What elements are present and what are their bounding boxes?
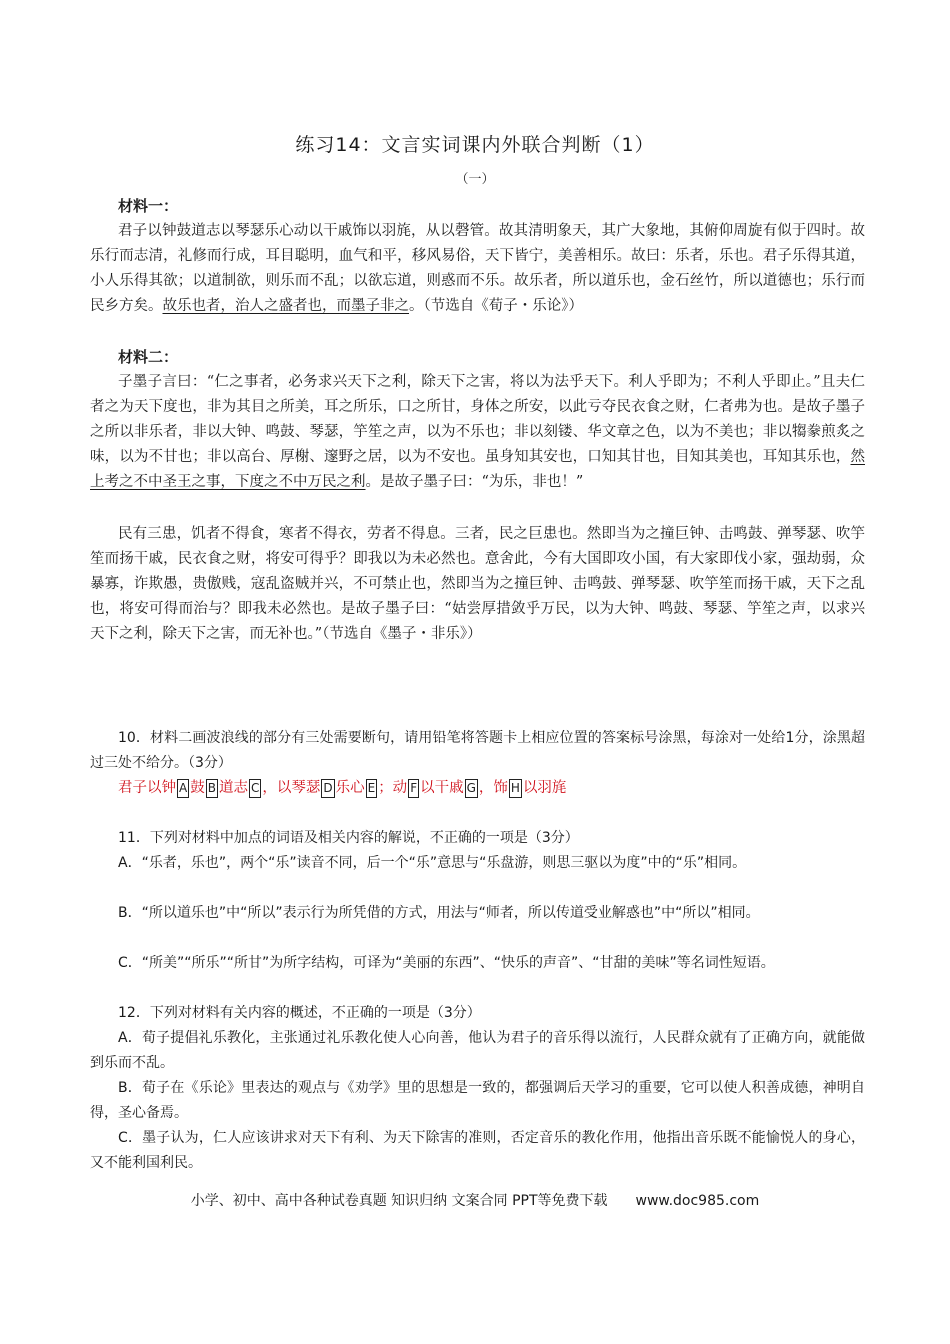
- answer-text-segment: 以羽旄: [522, 780, 567, 796]
- material1-underlined: 故乐也者，治人之盛者也，而墨子非之: [162, 298, 409, 314]
- answer-label-e: E: [366, 779, 378, 798]
- page-footer: 小学、初中、高中各种试卷真题 知识归纳 文案合同 PPT等免费下载 www.doc985.com: [190, 1193, 760, 1209]
- answer-label-b: B: [206, 779, 218, 798]
- q11-option-b: B．“所以道乐也”中“所以”表示行为所凭借的方式，用法与“师者，所以传道受业解惑也”中“所以”相同。: [118, 905, 760, 921]
- answer-text-segment: 道志: [218, 780, 248, 796]
- answer-text-segment: ，饰: [478, 780, 508, 796]
- q11-option-a: A．“乐者，乐也”，两个“乐”读音不同，后一个“乐”意思与“乐盘游，则思三驱以为度”中的“乐”相同。: [118, 855, 747, 871]
- answer-text-segment: ；动: [378, 780, 408, 796]
- q11-option-c: C．“所美”“所乐”“所甘”为所字结构，可译为“美丽的东西”、“快乐的声音”、“甘甜的美味”等名词性短语。: [118, 955, 775, 971]
- q12-option-b: B．荀子在《乐论》里表达的观点与《劝学》里的思想是一致的，都强调后天学习的重要，它可以使人积善成德，神明自得，圣心备焉。: [90, 1080, 865, 1121]
- answer-label-g: G: [465, 779, 478, 798]
- q10-text: 10．材料二画波浪线的部分有三处需要断句，请用铅笔将答题卡上相应位置的答案标号涂黑，每涂对一处给1分，涂黑超过三处不给分。（3分）: [90, 730, 865, 771]
- section-number: （一）: [455, 172, 495, 187]
- page-title: 练习14：文言实词课内外联合判断（1）: [295, 134, 655, 156]
- material2-underlined: 然上考之不中圣王之事，下度之不中万民之利: [90, 449, 865, 490]
- answer-text-segment: 鼓: [190, 780, 205, 796]
- answer-label-f: F: [408, 779, 419, 798]
- answer-text-segment: 乐心: [335, 780, 365, 796]
- answer-text-segment: 以干戚: [420, 780, 464, 796]
- material1-heading: 材料一：: [118, 197, 179, 215]
- answer-label-h: H: [509, 779, 522, 798]
- answer-label-a: A: [177, 779, 189, 798]
- answer-label-d: D: [321, 779, 334, 798]
- q12-stem: 12．下列对材料有关内容的概述，不正确的一项是（3分）: [118, 1005, 481, 1021]
- q12-option-c: C．墨子认为，仁人应该讲求对天下有利、为天下除害的准则，否定音乐的教化作用，他指出音乐既不能愉悦人的身心，又不能利国利民。: [90, 1130, 865, 1171]
- material2-para1: 子墨子言曰：“仁之事者，必务求兴天下之利，除天下之害，将以为法乎天下。利人乎即为；不利人乎即止。”且夫仁者之为天下度也，非为其目之所美，耳之所乐，口之所甘，身体之所安，以此亏夺民衣食之财，仁者弗为也。是故子墨子之所以非乐者，非以大钟、鸣鼓、琴瑟，竽笙之声，以为不乐也；非以刻镂、华文章之色，以为不美也；非以犓豢煎炙之味，以为不甘也；非以高台、厚榭、邃野之居，以为不安也。虽身知其安也，口知其甘也，目知其美也，耳知其乐也，然上考之不中圣王之事，下度之不中万民之利。是故子墨子曰：“为乐，非也！”: [90, 374, 865, 490]
- q12-option-a: A．荀子提倡礼乐教化，主张通过礼乐教化使人心向善，他认为君子的音乐得以流行，人民群众就有了正确方向，就能做到乐而不乱。: [90, 1030, 865, 1071]
- answer-text-segment: 君子以钟: [118, 780, 176, 796]
- answer-label-c: C: [249, 779, 261, 798]
- q10-answer: [118, 776, 566, 798]
- material2-heading: 材料二：: [118, 348, 179, 366]
- material1-text: 君子以钟鼓道志以琴瑟乐心动以干戚饰以羽旄，从以磬管。故其清明象天，其广大象地，其俯仰周旋有似于四时。故乐行而志清，礼修而行成，耳目聪明，血气和平，移风易俗，天下皆宁，美善相乐。故曰：乐者，乐也。君子乐得其道，小人乐得其欲；以道制欲，则乐而不乱；以欲忘道，则惑而不乐。故乐者，所以道乐也，金石丝竹，所以道德也；乐行而民乡方矣。故乐也者，治人之盛者也，而墨子非之。（节选自《荀子・乐论》）: [90, 223, 865, 314]
- answer-text-segment: ，以琴瑟: [262, 780, 321, 796]
- material2-para2: 民有三患，饥者不得食，寒者不得衣，劳者不得息。三者，民之巨患也。然即当为之撞巨钟、击鸣鼓、弹琴瑟、吹竽笙而扬干戚，民衣食之财，将安可得乎？即我以为未必然也。意舍此，今有大国即攻小国，有大家即伐小家，强劫弱，众暴寡，诈欺愚，贵傲贱，寇乱盗贼并兴，不可禁止也，然即当为之撞巨钟、击鸣鼓、弹琴瑟、吹竽笙而扬干戚，天下之乱也，将安可得而治与？即我未必然也。是故子墨子曰：“姑尝厚措敛乎万民，以为大钟、鸣鼓、琴瑟、竽笙之声，以求兴天下之利，除天下之害，而无补也。”（节选自《墨子・非乐》）: [90, 526, 865, 642]
- q11-stem: 11．下列对材料中加点的词语及相关内容的解说，不正确的一项是（3分）: [118, 830, 579, 846]
